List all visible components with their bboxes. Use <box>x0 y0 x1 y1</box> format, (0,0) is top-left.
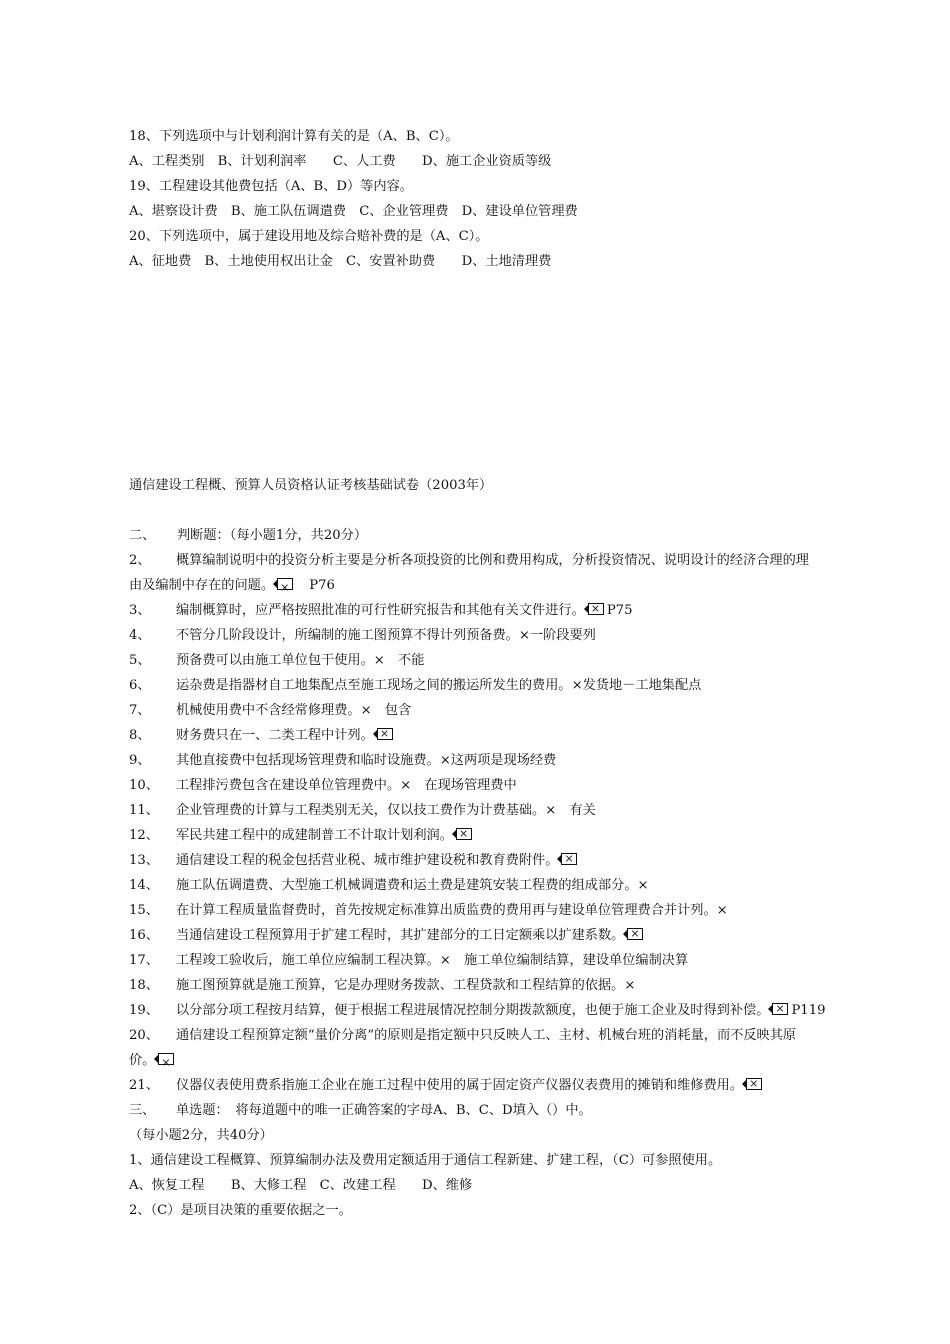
judge-text-cont: 价。 <box>129 1053 156 1068</box>
judge-text: 施工队伍调遣费、大型施工机械调遣费和运土费是建筑安装工程费的组成部分。× <box>176 878 649 893</box>
judge-item-11 <box>129 802 596 820</box>
section-3-number: 三、 <box>129 1103 156 1118</box>
judge-text: 工程竣工验收后，施工单位应编制工程决算。× 施工单位编制结算，建设单位编制决算 <box>176 953 689 968</box>
judge-number: 6、 <box>129 678 151 693</box>
judge-text: 机械使用费中不含经常修理费。× 包含 <box>176 703 412 718</box>
judge-item-19 <box>129 1002 825 1020</box>
judge-item-21 <box>129 1077 765 1095</box>
judge-item-17 <box>129 952 688 970</box>
judge-number: 14、 <box>129 878 159 893</box>
judge-item-10 <box>129 777 517 795</box>
correct-mark-icon <box>627 928 643 940</box>
question-20: 20、下列选项中，属于建设用地及综合赔补费的是（A、C）。 <box>129 229 489 244</box>
judge-number: 20、 <box>129 1028 159 1043</box>
judge-text: 其他直接费中包括现场管理费和临时设施费。×这两项是现场经费 <box>176 753 557 768</box>
question-18: 18、下列选项中与计划利润计算有关的是（A、B、C）。 <box>129 129 459 144</box>
judge-text: 在计算工程质量监督费时，首先按规定标准算出质监费的费用再与建设单位管理费合并计列。× <box>176 903 728 918</box>
judge-text: 企业管理费的计算与工程类别无关，仅以技工费作为计费基础。× 有关 <box>176 803 596 818</box>
judge-number: 12、 <box>129 828 159 843</box>
correct-mark-icon <box>588 603 604 615</box>
single-choice-1: 1、通信建设工程概算、预算编制办法及费用定额适用于通信工程新建、扩建工程，（C）可参照使用。 <box>129 1153 722 1168</box>
correct-mark-icon <box>277 578 293 590</box>
judge-text: 通信建设工程的税金包括营业税、城市维护建设税和教育费附件。 <box>176 853 559 868</box>
question-19: 19、工程建设其他费包括（A、B、D）等内容。 <box>129 179 413 194</box>
judge-number: 19、 <box>129 1003 159 1018</box>
judge-item-3 <box>129 602 632 620</box>
correct-mark-icon <box>746 1078 762 1090</box>
judge-text: 概算编制说明中的投资分析主要是分析各项投资的比例和费用构成，分析投资情况、说明设计的经济合理的理 <box>176 553 809 568</box>
question-19-options: A、堪察设计费 B、施工队伍调遣费 C、企业管理费 D、建设单位管理费 <box>129 204 578 219</box>
judge-text: 财务费只在一、二类工程中计列。 <box>176 728 374 743</box>
section-2-title: 判断题：（每小题1分，共20分） <box>177 528 368 543</box>
judge-number: 3、 <box>129 603 151 618</box>
judge-text: 工程排污费包含在建设单位管理费中。× 在现场管理费中 <box>176 778 517 793</box>
judge-item-5 <box>129 652 424 670</box>
judge-item-2 <box>129 548 879 598</box>
judge-text: 运杂费是指器材自工地集配点至施工现场之间的搬运所发生的费用。×发货地－工地集配点 <box>176 678 702 693</box>
judge-number: 15、 <box>129 903 159 918</box>
judge-text: 编制概算时，应严格按照批准的可行性研究报告和其他有关文件进行。 <box>176 603 585 618</box>
judge-number: 13、 <box>129 853 159 868</box>
correct-mark-icon <box>456 828 472 840</box>
single-choice-2: 2、（C）是项目决策的重要依据之一。 <box>129 1203 352 1218</box>
judge-item-18 <box>129 977 635 995</box>
judge-item-12 <box>129 827 475 845</box>
section-2-number: 二、 <box>129 528 156 543</box>
correct-mark-icon <box>377 728 393 740</box>
judge-number: 21、 <box>129 1078 159 1093</box>
judge-number: 10、 <box>129 778 159 793</box>
judge-item-6 <box>129 677 701 695</box>
judge-item-15 <box>129 902 728 920</box>
page-ref: P75 <box>606 603 633 618</box>
judge-number: 5、 <box>129 653 151 668</box>
judge-number: 11、 <box>129 803 159 818</box>
page-ref: P76 <box>309 578 335 593</box>
judge-item-7 <box>129 702 411 720</box>
judge-text: 通信建设工程预算定额“量价分离”的原则是指定额中只反映人工、主材、机械台班的消耗量，而不反映其原 <box>176 1028 797 1043</box>
judge-text: 施工图预算就是施工预算，它是办理财务拨款、工程贷款和工程结算的依据。× <box>176 978 636 993</box>
judge-text: 以分部分项工程按月结算，便于根据工程进展情况控制分期拨款额度，也便于施工企业及时得到补偿。 <box>176 1003 770 1018</box>
correct-mark-icon <box>561 853 577 865</box>
exam-title: 通信建设工程概、预算人员资格认证考核基础试卷（2003年） <box>129 478 493 493</box>
correct-mark-icon <box>772 1003 788 1015</box>
single-choice-1-options: A、恢复工程 B、大修工程 C、改建工程 D、维修 <box>129 1178 473 1193</box>
judge-number: 4、 <box>129 628 151 643</box>
question-20-options: A、征地费 B、土地使用权出让金 C、安置补助费 D、土地清理费 <box>129 254 552 269</box>
page-ref: P119 <box>791 1003 826 1018</box>
judge-number: 7、 <box>129 703 151 718</box>
judge-text: 不管分几阶段设计，所编制的施工图预算不得计列预备费。×一阶段要列 <box>176 628 596 643</box>
judge-number: 9、 <box>129 753 151 768</box>
judge-number: 16、 <box>129 928 159 943</box>
question-18-options: A、工程类别 B、计划利润率 C、人工费 D、施工企业资质等级 <box>129 154 552 169</box>
judge-item-9 <box>129 752 556 770</box>
judge-text: 预备费可以由施工单位包干使用。× 不能 <box>176 653 425 668</box>
judge-text-cont: 由及编制中存在的问题。 <box>129 578 275 593</box>
section-3-heading <box>129 1102 592 1120</box>
judge-text: 军民共建工程中的成建制普工不计取计划利润。 <box>176 828 453 843</box>
judge-number: 8、 <box>129 728 151 743</box>
judge-item-8 <box>129 727 396 745</box>
correct-mark-icon <box>158 1053 174 1065</box>
judge-item-14 <box>129 877 649 895</box>
judge-text: 仪器仪表使用费系指施工企业在施工过程中使用的属于固定资产仪器仪表费用的摊销和维修费用。 <box>176 1078 744 1093</box>
judge-number: 17、 <box>129 953 159 968</box>
judge-number: 18、 <box>129 978 159 993</box>
section-2-heading <box>129 527 368 545</box>
judge-number: 2、 <box>129 553 151 568</box>
section-3-title: 单选题： 将每道题中的唯一正确答案的字母A、B、C、D填入（）中。 <box>176 1103 592 1118</box>
judge-item-20 <box>129 1023 879 1073</box>
judge-item-13 <box>129 852 580 870</box>
judge-text: 当通信建设工程预算用于扩建工程时，其扩建部分的工日定额乘以扩建系数。 <box>176 928 625 943</box>
judge-item-4 <box>129 627 596 645</box>
section-3-subtitle: （每小题2分，共40分） <box>129 1128 273 1143</box>
judge-item-16 <box>129 927 646 945</box>
